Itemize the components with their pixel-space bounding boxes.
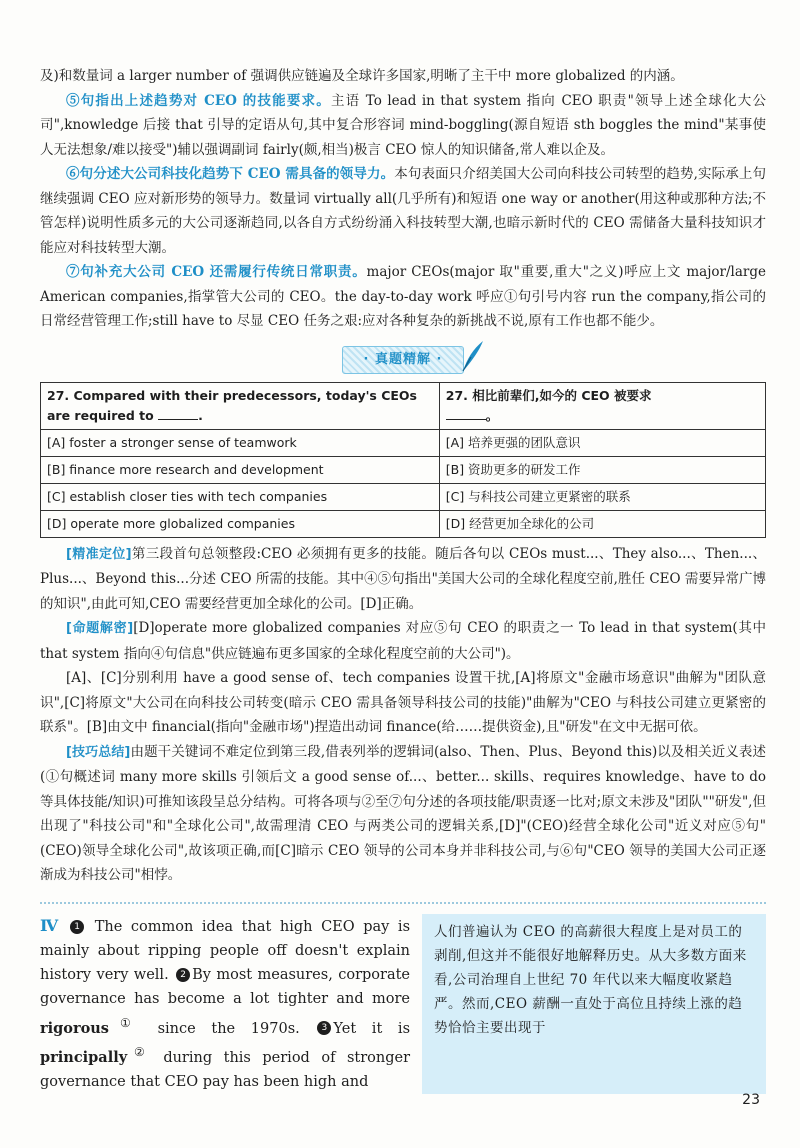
para-3-body: major CEOs(major 取"重要,重大"之义)呼应上文 major/large American companies,指掌管大公司的 CEO。the day-to-day work 呼应①句引号内容 run the company,指公司的日常经营管理工作;still have to 尽显 CEO 任务之艰:应对各种复杂的新挑战不说,原有工作也都不能少。 [40,264,766,329]
analysis-decode [40,616,766,666]
option-en: [A] foster a stronger sense of teamwork [41,429,440,456]
sentence-3b: during this period of stronger governance that CEO pay has been high and [40,1050,411,1091]
chinese-translation: 人们普遍认为 CEO 的高薪很大程度上是对员工的剥削,但这并不能很好地解释历史。从大多数方面来看,公司治理自上世纪 70 年代以来大幅度收紧趋严。然而,CEO 薪酬一直处于高位且持续上涨的趋势恰恰主要出现于 [422,914,766,1095]
vocab-principally: principally [40,1049,128,1067]
para-1-body: 主语 To lead in that system 指向 CEO 职责"领导上述全球化大公司",knowledge 后接 that 引导的定语从句,其中复合形容词 mind-boggling(源自短语 sth boggles the mind"某事使人无法想象/难以接受")辅以强调副词 fairly(颇,相当)极言 CEO 惊人的知识储备,常人难以企及。 [40,92,766,158]
sentence-marker-2: 2 [176,968,190,982]
footnote-mark-2: ② [127,1045,152,1060]
tag-decode: [命题解密] [66,621,134,636]
para-1-heading: ⑤句指出上述趋势对 CEO 的技能要求。 [66,92,331,109]
option-en: [C] establish closer ties with tech companies [41,483,440,510]
tag-location: [精准定位] [66,546,132,562]
sentence-marker-3: 3 [317,1021,331,1035]
para-2 [40,162,766,260]
para-3 [40,260,766,334]
stem-en-text: 27. Compared with their predecessors, today's CEOs are required to [47,387,418,423]
english-passage [40,914,410,1095]
analysis-distractors: [A]、[C]分别利用 have a good sense of、tech companies 设置干扰,[A]将原文"金融市场意识"曲解为"团队意识",[C]将原文"大公司在向科技公司转变(暗示 CEO 需具备领导科技公司的技能)"曲解为"CEO 与科技公司建立更紧密的联系"。[B]由文中 financial(指向"金融市场")捏造出动词 finance(给……提供资金),且"研发"在文中无据可依。 [40,670,766,735]
question-stem-row [41,382,766,429]
passage-text [40,914,410,1095]
reading-section [40,914,766,1095]
tag-technique: [技巧总结] [66,744,131,760]
banner-label: · 真题精解 · [363,351,443,367]
sentence-marker-1: 1 [70,920,84,934]
option-en: [D] operate more globalized companies [41,510,440,537]
section-banner [342,346,464,374]
answer-blank [158,407,198,420]
page-content [40,64,766,1094]
option-cn: [D] 经营更加全球化的公司 [439,510,765,537]
sentence-1: The common idea that high CEO pay is mainly about ripping people off doesn't explain history very well. [40,918,411,983]
question-stem-cn [439,382,765,429]
para-2-heading: ⑥句分述大公司科技化趋势下 CEO 需具备的领导力。 [66,166,395,182]
analysis-location [40,542,766,617]
sentence-2a: By most measures, corporate governance has become a lot tighter and more [40,966,410,1007]
quill-icon [459,339,485,373]
sentence-3a: Yet it is [333,1020,411,1037]
question-table [40,382,766,538]
option-row [41,483,766,510]
para-3-heading: ⑦句补充大公司 CEO 还需履行传统日常职责。 [66,264,367,280]
option-cn: [A] 培养更强的团队意识 [439,429,765,456]
option-row [41,510,766,537]
page-number: 23 [742,1092,760,1108]
option-cn: [C] 与科技公司建立更紧密的联系 [439,483,765,510]
analysis-technique-body: 由题干关键词不难定位到第三段,借表列举的逻辑词(also、Then、Plus、Beyond this)以及相关近义表述(①句概述词 many more skills 引领后文 a good sense of...、better... skills、requires knowledge、have to do 等具体技能/知识)可推知该段呈总分结构。可将各项与②至⑦句分述的各项技能/职责逐一比对;原文未涉及"团队""研发",但出现了"科技公司"和"全球化公司",故需理清 CEO 与两类公司的逻辑关系,[D]"(CEO)经营全球化公司"近义对应⑤句"(CEO)领导全球化公司",故该项正确,而[C]暗示 CEO 领导的公司本身并非科技公司,与⑥句"CEO 领导的美国大公司正逐渐成为科技公司"相悖。 [40,743,766,883]
stem-en-end: . [198,407,203,423]
para-1 [40,89,766,163]
sentence-2b: since the 1970s. [157,1020,300,1037]
option-row [41,429,766,456]
para-0: 及)和数量词 a larger number of 强调供应链遍及全球许多国家,明晰了主干中 more globalized 的内涵。 [40,68,684,84]
footnote-mark-1: ① [108,1015,142,1030]
option-row [41,456,766,483]
analysis-location-body: 第三段首句总领整段:CEO 必须拥有更多的技能。随后各句以 CEOs must...、They also...、Then...、Plus...、Beyond this...分述 CEO 所需的技能。其中④⑤句指出"美国大公司的全球化程度空前,胜任 CEO 需要异常广博的知识",由此可知,CEO 需要经营更加全球化的公司。[D]正确。 [40,545,767,612]
vocab-rigorous: rigorous [40,1019,109,1037]
option-cn: [B] 资助更多的研发工作 [439,456,765,483]
stem-cn-text: 27. 相比前辈们,如今的 CEO 被要求 [445,387,652,403]
question-stem-en [41,382,440,429]
stem-cn-end: 。 [485,407,499,423]
section-numeral: Ⅳ [40,915,63,935]
answer-blank-cn [446,407,486,420]
dotted-divider [40,902,766,904]
option-en: [B] finance more research and development [41,456,440,483]
analysis-decode-body: [D]operate more globalized companies 对应⑤句 CEO 的职责之一 To lead in that system(其中 that system 指向④句信息"供应链遍布更多国家的全球化程度空前的大公司")。 [40,620,766,662]
para-2-body: 本句表面只介绍美国大公司向科技公司转型的趋势,实际承上句继续强调 CEO 应对新形势的领导力。数量词 virtually all(几乎所有)和短语 one way or another(用这种或那种方法;不管怎样)说明性质多元的大公司逐渐趋同,以各自方式纷纷涌入科技转型大潮,也暗示新时代的 CEO 需储备大量科技知识才能应对科技转型大潮。 [40,166,766,256]
analysis-technique [40,740,766,888]
